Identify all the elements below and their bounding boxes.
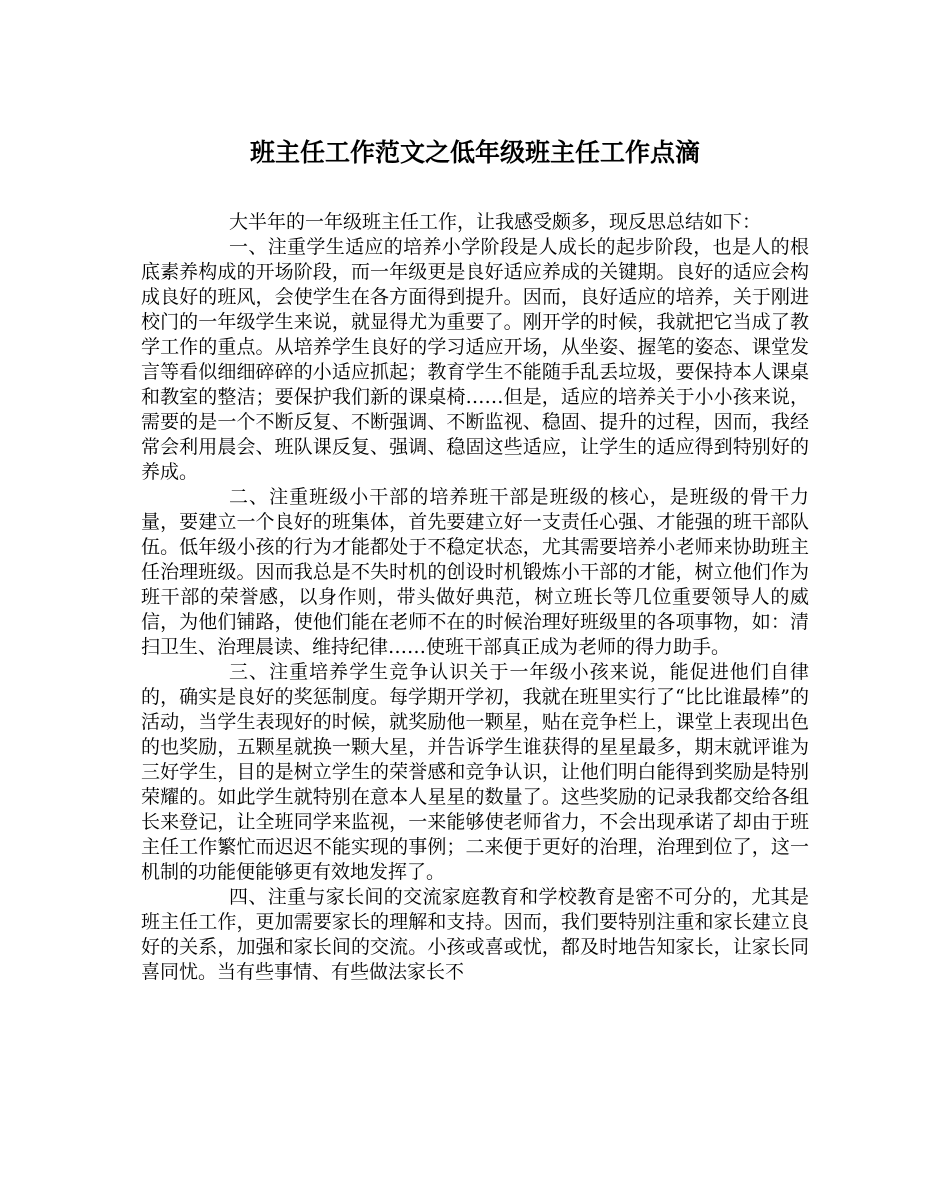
section-paragraph-1: 一、注重学生适应的培养小学阶段是人成长的起步阶段，也是人的根底素养构成的开场阶段，而一年级更是良好适应养成的关键期。良好的适应会构成良好的班风，会使学生在各方面得到提升。因而，良好适应的培养，关于刚进校门的一年级学生来说，就显得尤为重要了。刚开学的时候，我就把它当成了教学工作的重点。从培养学生良好的学习适应开场，从坐姿、握笔的姿态、课堂发言等看似细细碎碎的小适应抓起；教育学生不能随手乱丢垃圾，要保持本人课桌和教室的整洁；要保护我们新的课桌椅……但是，适应的培养关于小小孩来说，需要的是一个不断反复、不断强调、不断监视、稳固、提升的过程，因而，我经常会利用晨会、班队课反复、强调、稳固这些适应，让学生的适应得到特别好的养成。 [141, 236, 809, 483]
section-paragraph-4: 四、注重与家长间的交流家庭教育和学校教育是密不可分的，尤其是班主任工作，更加需要家长的理解和支持。因而，我们要特别注重和家长建立良好的关系，加强和家长间的交流。小孩或喜或忧，都及时地告知家长，让家长同喜同忧。当有些事情、有些做法家长不 [141, 886, 809, 983]
document-title: 班主任工作范文之低年级班主任工作点滴 [249, 138, 700, 167]
intro-paragraph: 大半年的一年级班主任工作，让我感受颇多，现反思总结如下： [229, 211, 762, 233]
section-paragraph-3: 三、注重培养学生竞争认识关于一年级小孩来说，能促进他们自律的，确实是良好的奖惩制度。每学期开学初，我就在班里实行了“比比谁最棒”的活动，当学生表现好的时候，就奖励他一颗星，贴在竞争栏上，课堂上表现出色的也奖励，五颗星就换一颗大星，并告诉学生谁获得的星星最多，期末就评谁为三好学生，目的是树立学生的荣誉感和竞争认识，让他们明白能得到奖励是特别荣耀的。如此学生就特别在意本人星星的数量了。这些奖励的记录我都交给各组长来登记，让全班同学来监视，一来能够使老师省力，不会出现承诺了却由于班主任工作繁忙而迟迟不能实现的事例；二来便于更好的治理，治理到位了，这一机制的功能便能够更有效地发挥了。 [141, 661, 809, 883]
document-body [141, 210, 809, 985]
section-paragraph-2: 二、注重班级小干部的培养班干部是班级的核心，是班级的骨干力量，要建立一个良好的班集体，首先要建立好一支责任心强、才能强的班干部队伍。低年级小孩的行为才能都处于不稳定状态，尤其需要培养小老师来协助班主任治理班级。因而我总是不失时机的创设时机锻炼小干部的才能，树立他们作为班干部的荣誉感，以身作则，带头做好典范，树立班长等几位重要领导人的威信，为他们铺路，使他们能在老师不在的时候治理好班级里的各项事物，如：清扫卫生、治理晨读、维持纪律……使班干部真正成为老师的得力助手。 [141, 486, 809, 658]
